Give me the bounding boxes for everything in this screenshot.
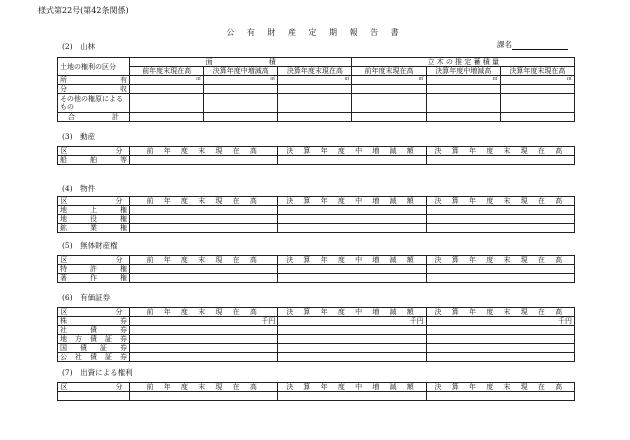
col-header-change: 決 算 年 度 中 増 減 額 — [278, 256, 426, 265]
col-header-curr: 決 算 年 度 末 現 在 高 — [426, 383, 574, 392]
document-title: 公 有 財 産 定 期 報 告 書 — [226, 28, 404, 37]
securities-table — [57, 307, 575, 362]
col-header-prev: 前 年 度 末 現 在 高 — [130, 197, 278, 206]
unit-cell: 千円 — [278, 317, 426, 326]
unit-cell: ㎡ — [278, 76, 352, 85]
forest-group-area: 面 積 — [130, 58, 352, 67]
department-label: 課名 — [497, 40, 512, 49]
investment-table — [57, 382, 575, 401]
row-label: 所 有 — [58, 76, 130, 85]
table-row — [58, 335, 575, 344]
row-label: 合 計 — [58, 113, 130, 122]
table-row — [58, 224, 575, 233]
table-row — [58, 215, 575, 224]
col-header-change: 決 算 年 度 中 増 減 額 — [278, 308, 426, 317]
row-label: 国 債 証 券 — [58, 344, 130, 353]
section-title-movables: (3) 動産 — [62, 132, 96, 141]
col-header-prev: 前 年 度 末 現 在 高 — [130, 383, 278, 392]
unit-cell: ㎡ — [352, 76, 426, 85]
section-title-securities: (6) 有価証券 — [62, 293, 111, 302]
table-row — [58, 392, 575, 401]
table-row — [58, 274, 575, 283]
movables-table — [57, 146, 575, 165]
forest-sub-curr: 決算年度末現在高 — [278, 67, 352, 76]
unit-cell: 千円 — [130, 317, 278, 326]
department-field — [497, 39, 568, 50]
table-row — [58, 94, 575, 113]
col-header-change: 決 算 年 度 中 増 減 額 — [278, 383, 426, 392]
col-header-category: 区 分 — [58, 256, 130, 265]
col-header-curr: 決 算 年 度 末 現 在 高 — [426, 256, 574, 265]
intangible-table — [57, 255, 575, 283]
forest-sub-change-wood: 決算年度中増減高 — [426, 67, 500, 76]
row-label: 地 役 権 — [58, 215, 130, 224]
col-header-category: 区 分 — [58, 147, 130, 156]
table-row — [58, 206, 575, 215]
col-header-prev: 前 年 度 末 現 在 高 — [130, 256, 278, 265]
property-table — [57, 196, 575, 233]
col-header-change: 決 算 年 度 中 増 減 額 — [278, 147, 426, 156]
table-row — [58, 85, 575, 94]
unit-cell: 千円 — [426, 317, 574, 326]
row-label: 地 上 権 — [58, 206, 130, 215]
col-header-category: 区 分 — [58, 308, 130, 317]
col-header-prev: 前 年 度 末 現 在 高 — [130, 147, 278, 156]
unit-cell: ㎡ — [204, 76, 278, 85]
table-row — [58, 156, 575, 165]
row-label: 分 収 — [58, 85, 130, 94]
section-title-property: (4) 物件 — [62, 184, 96, 193]
col-header-category: 区 分 — [58, 197, 130, 206]
row-label: 社 債 券 — [58, 326, 130, 335]
forest-sub-curr-wood: 決算年度末現在高 — [500, 67, 574, 76]
unit-cell: ㎡ — [500, 76, 574, 85]
forest-sub-change: 決算年度中増減高 — [204, 67, 278, 76]
col-header-curr: 決 算 年 度 末 現 在 高 — [426, 147, 574, 156]
section-title-investment: (7) 出資による権利 — [62, 368, 133, 377]
col-header-curr: 決 算 年 度 末 現 在 高 — [426, 308, 574, 317]
unit-cell: ㎡ — [426, 76, 500, 85]
row-label: 船 舶 等 — [58, 156, 130, 165]
table-row — [58, 76, 575, 85]
forest-row-header: 土地の権利の区分 — [58, 58, 130, 76]
unit-cell: ㎡ — [130, 76, 204, 85]
table-row — [58, 353, 575, 362]
table-row — [58, 113, 575, 122]
row-label: 地 方 債 証 券 — [58, 335, 130, 344]
row-label: 公 社 債 証 券 — [58, 353, 130, 362]
row-label: 鉱 業 権 — [58, 224, 130, 233]
table-row — [58, 326, 575, 335]
col-header-prev: 前 年 度 末 現 在 高 — [130, 308, 278, 317]
row-label: 著 作 権 — [58, 274, 130, 283]
row-label: 特 許 権 — [58, 265, 130, 274]
col-header-category: 区 分 — [58, 383, 130, 392]
table-row — [58, 344, 575, 353]
forest-sub-prev-wood: 前年度末現在高 — [352, 67, 426, 76]
table-row — [58, 265, 575, 274]
table-row — [58, 317, 575, 326]
col-header-change: 決 算 年 度 中 増 減 額 — [278, 197, 426, 206]
col-header-curr: 決 算 年 度 末 現 在 高 — [426, 197, 574, 206]
form-number-label: 様式第22号(第42条関係) — [38, 6, 129, 15]
department-underline — [512, 41, 568, 50]
forest-sub-prev: 前年度末現在高 — [130, 67, 204, 76]
row-label: その他の権原によるもの — [58, 94, 130, 113]
section-title-intangible: (5) 無体財産権 — [62, 241, 118, 250]
forest-table — [57, 57, 575, 122]
forest-group-wood: 立 木 の 推 定 蓄 積 量 — [352, 58, 575, 67]
section-title-forest: (2) 山林 — [62, 42, 96, 51]
row-label: 株 券 — [58, 317, 130, 326]
